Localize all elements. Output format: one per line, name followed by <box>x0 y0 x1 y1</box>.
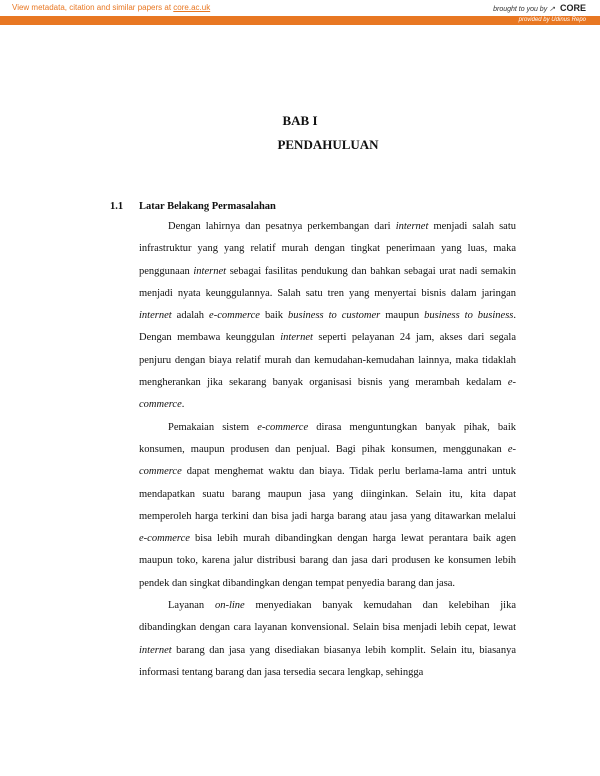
section-number: 1.1 <box>110 201 124 212</box>
text-run: seperti pelayanan 24 jam, akses dari segala penjuru dengan biaya relatif murah dan kemudahan-kemudahan lainnya, maka tidaklah mengherankan jika sekarang banyak organisasi bisnis yang merambah kedalam <box>139 332 516 389</box>
brought-by-text: brought to you by <box>493 6 548 13</box>
chapter-number: BAB I <box>282 113 318 128</box>
italic-term: business to business <box>424 310 514 322</box>
text-run: . <box>181 399 185 411</box>
text-run: menjadi salah satu infrastruktur yang yang relatif murah dengan tingkat penerimaan yang luas, maka penggunaan <box>139 221 516 277</box>
italic-term: e-commerce <box>139 443 516 478</box>
italic-term: internet <box>395 221 429 232</box>
italic-term: on-line <box>214 600 245 612</box>
text-run: Layanan <box>168 600 215 612</box>
provided-by-text[interactable]: provided by Udinus Repo <box>518 17 586 23</box>
paragraph <box>139 417 516 595</box>
core-orange-strip <box>0 16 600 25</box>
section-heading <box>110 201 276 212</box>
text-run: adalah <box>171 310 210 322</box>
italic-term: e-commerce <box>139 377 516 411</box>
italic-term: internet <box>280 332 313 344</box>
core-banner <box>0 0 600 16</box>
body-text <box>139 216 516 684</box>
core-metadata-link[interactable] <box>12 3 210 12</box>
text-run: dirasa menguntungkan banyak pihak, baik konsumen, maupun produsen dan penjual. Bagi pihak konsumen, menggunakan <box>139 421 516 455</box>
italic-term: internet <box>193 265 227 277</box>
chapter-title: PENDAHULUAN <box>277 137 379 152</box>
italic-term: e-commerce <box>257 421 309 433</box>
italic-term: business to customer <box>288 310 381 322</box>
core-brand[interactable] <box>493 3 586 13</box>
core-domain-link[interactable]: core.ac.uk <box>173 3 211 12</box>
paragraph <box>139 216 516 417</box>
italic-term: e-commerce <box>209 310 260 322</box>
italic-term: internet <box>139 310 172 322</box>
text-run: menyediakan banyak kemudahan dan kelebihan jika dibandingkan dengan cara layanan konvensional. Selain bisa menjadi lebih cepat, lewat <box>139 600 516 634</box>
text-run: Dengan lahirnya dan pesatnya perkembangan dari <box>168 221 396 232</box>
paragraph <box>139 595 516 684</box>
text-run: bisa lebih murah dibandingkan dengan harga lewat perantara baik agen maupun toko, karena jalur distribusi barang dan jasa dari produsen ke konsumen lebih pendek dan singkat dibandingkan dengan tempat penyedia barang dan jasa. <box>139 533 516 589</box>
text-run: . Dengan membawa keunggulan <box>139 310 517 344</box>
text-run: baik <box>259 310 289 322</box>
section-title: Latar Belakang Permasalahan <box>139 201 276 212</box>
text-run: barang dan jasa yang disediakan biasanya lebih komplit. Selain itu, biasanya informasi tentang barang dan jasa tersedia secara lengkap, sehingga <box>139 644 516 678</box>
text-run: sebagai fasilitas pendukung dan bahkan sebagai urat nadi semakin menjadi nyata keunggulannya. Salah satu tren yang menyertai bisnis dalam jaringan <box>139 265 516 299</box>
italic-term: e-commerce <box>139 533 190 545</box>
core-brand-name: CORE <box>559 3 586 13</box>
text-run: Pemakaian sistem <box>168 421 258 433</box>
core-logo-icon: ↗ <box>549 6 556 13</box>
core-link-text: View metadata, citation and similar papers at <box>12 3 174 12</box>
text-run: maupun <box>380 310 425 322</box>
italic-term: internet <box>139 644 172 656</box>
text-run: dapat menghemat waktu dan biaya. Tidak perlu berlama-lama antri untuk mendapatkan suatu barang maupun jasa yang diinginkan. Selain itu, kita dapat memperoleh harga terkini dan bisa jadi harga barang atau jasa yang ditawarkan melalui <box>139 466 516 522</box>
